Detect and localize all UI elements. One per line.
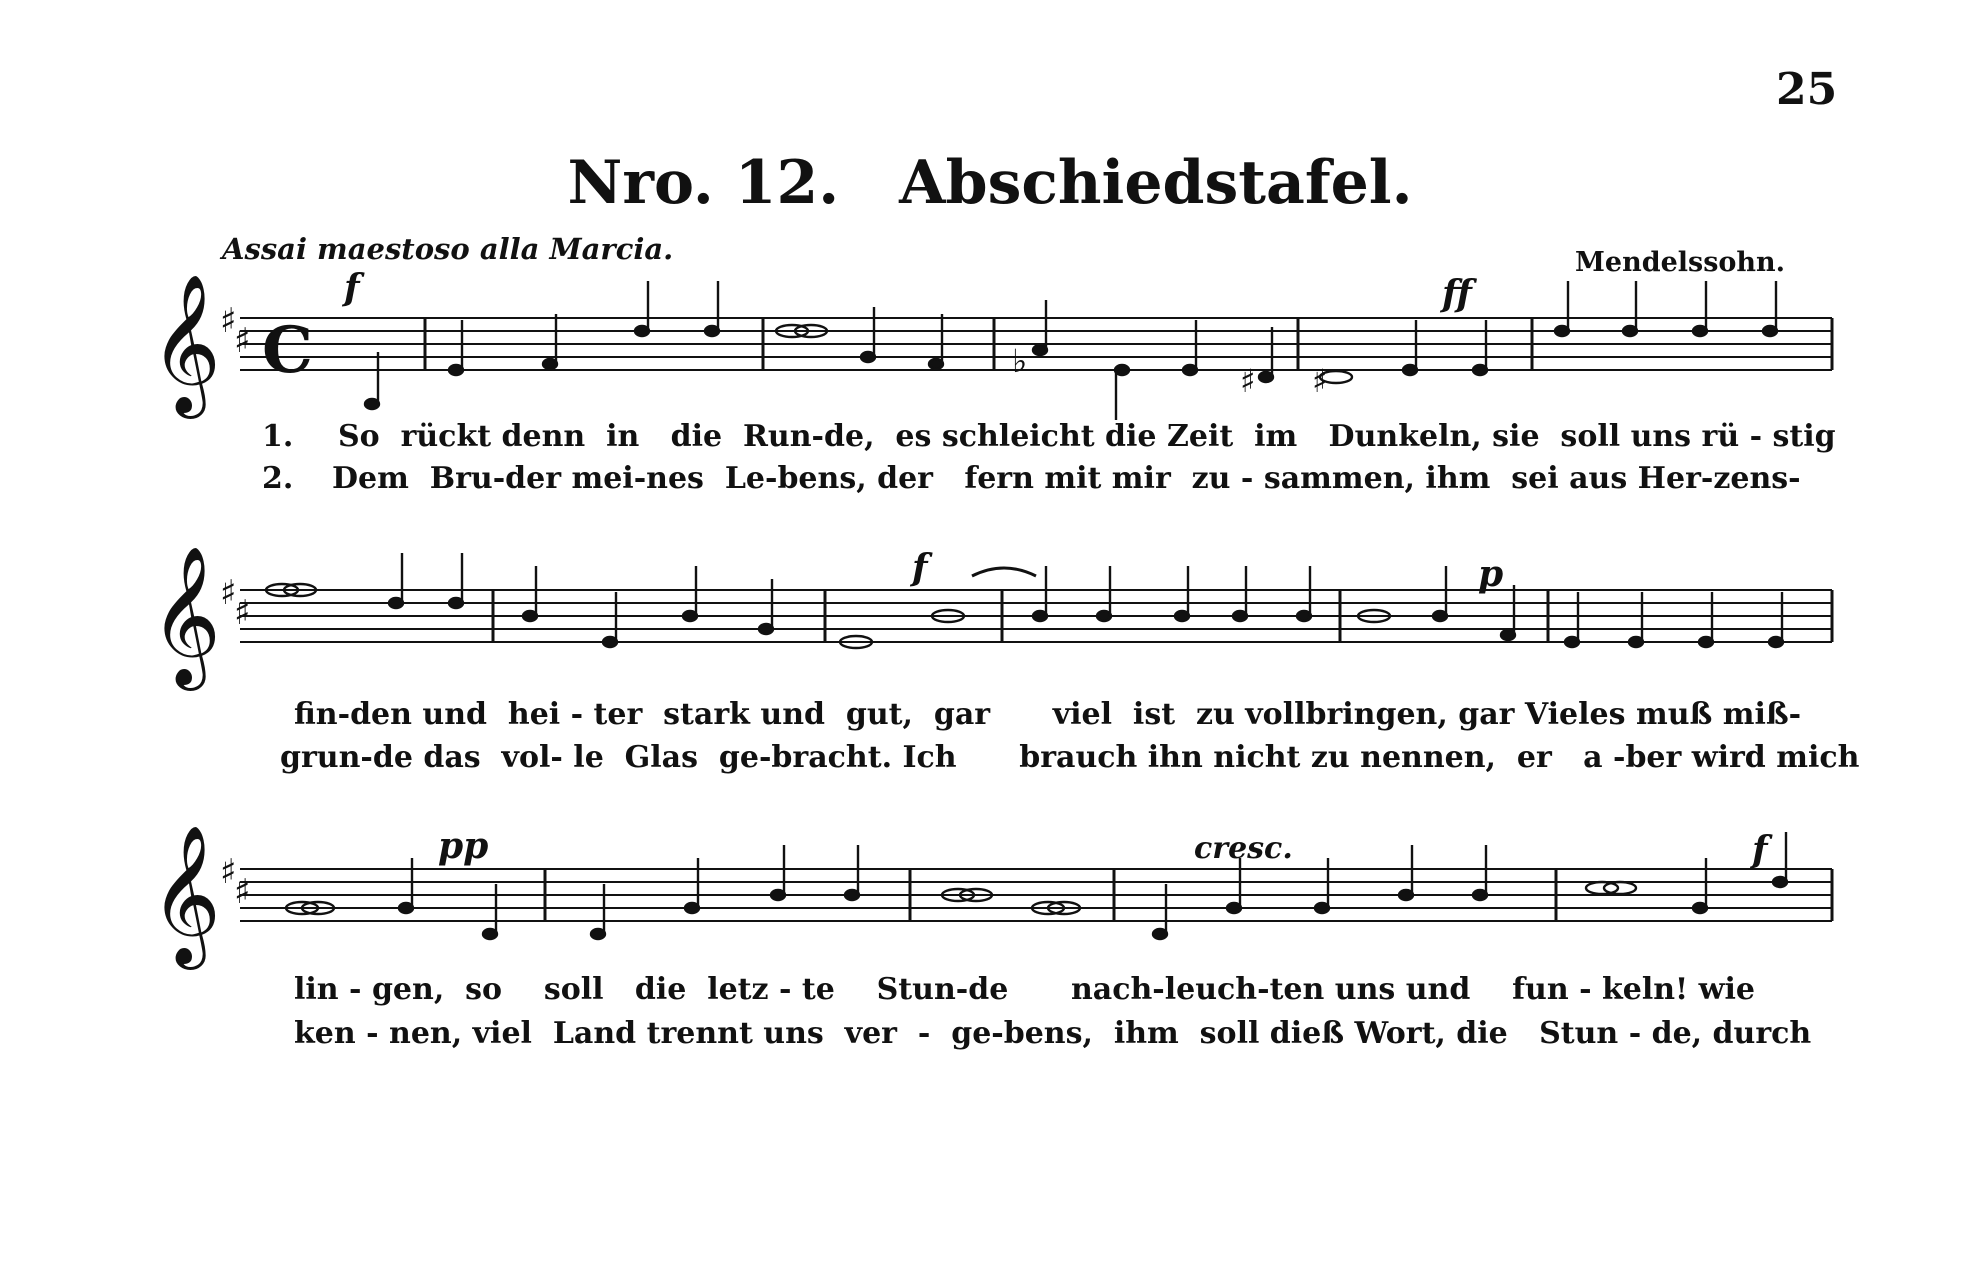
dynamic-forte-2: f [912,547,928,589]
title-number: Nro. 12. [567,148,840,218]
lyric-line-1-2: Dem Bru-der mei-nes Le-bens, der fern mit mir zu - sammen, ihm sei aus Her-zens- [332,461,1801,496]
sharp-accidental-1: ♯ [1240,362,1256,400]
dynamic-forte-1: f [344,267,360,309]
verse-number-2: 2. [262,461,294,496]
dynamic-piano: p [1478,553,1504,595]
staff-system-2 [150,546,1832,691]
page-number: 25 [1776,64,1838,115]
key-signature-sharp-3a: ♯ [220,852,237,892]
composer-name: Mendelssohn. [1575,247,1786,278]
treble-clef-1: 𝄞 [150,274,221,413]
treble-clef-2: 𝄞 [150,546,221,685]
dynamic-pianissimo: pp [438,825,489,867]
treble-clef-3: 𝄞 [150,825,221,964]
tempo-marking: Assai maestoso alla Marcia. [222,232,674,266]
title-name: Abschiedstafel. [899,148,1413,218]
key-signature-sharp-1b: ♯ [234,321,251,361]
lyric-line-3-2: ken - nen, viel Land trennt uns ver - ge-bens, ihm soll dieß Wort, die Stun - de, durch [294,1016,1812,1051]
sharp-accidental-2: ♯ [1312,362,1328,400]
key-signature-sharp-2a: ♯ [220,573,237,613]
verse-number-1: 1. [262,419,294,454]
flat-accidental: ♭ [1012,342,1028,380]
dynamic-forte-3: f [1752,829,1768,871]
key-signature-sharp-1a: ♯ [220,301,237,341]
key-signature-sharp-2b: ♯ [234,593,251,633]
staff-system-3 [150,825,1832,970]
lyric-line-3-1: lin - gen, so soll die letz - te Stun-de nach-leuch-ten uns und fun - keln! wie [294,972,1755,1007]
key-signature-sharp-3b: ♯ [234,872,251,912]
lyric-line-2-1: fin-den und hei - ter stark und gut, gar viel ist zu vollbringen, gar Vieles muß miß- [294,697,1802,732]
lyric-line-2-2: grun-de das vol- le Glas ge-bracht. Ich brauch ihn nicht zu nennen, er a -ber wird mich [280,740,1860,775]
dynamic-crescendo: cresc. [1194,831,1293,866]
time-signature: C [262,313,313,388]
dynamic-fortissimo: ff [1442,273,1472,315]
lyric-line-1-1: So rückt denn in die Run-de, es schleicht die Zeit im Dunkeln, sie soll uns rü - stig [338,419,1836,454]
staff-system-1 [150,267,1832,420]
